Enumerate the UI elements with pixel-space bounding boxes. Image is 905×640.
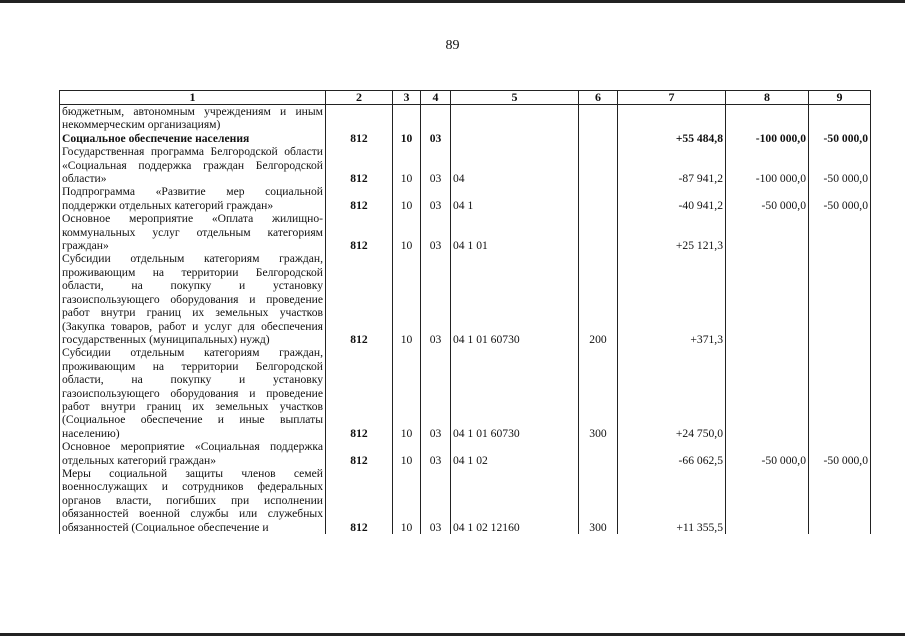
header-col-2: 2 [326,91,393,105]
row-expense-type: 200 [579,252,618,346]
row-name: бюджетным, автономным учреждениям и иным некоммерческим организациям) [60,105,326,132]
row-razdel: 10 [393,440,421,467]
row-value-col7: +371,3 [618,252,726,346]
row-value-col8: -50 000,0 [726,185,809,212]
row-grbs [326,105,393,132]
row-expense-type [579,185,618,212]
row-grbs: 812 [326,185,393,212]
row-podrazdel: 03 [421,440,451,467]
row-razdel: 10 [393,145,421,185]
table-row [60,212,871,252]
row-grbs: 812 [326,212,393,252]
row-expense-type [579,105,618,132]
table-row [60,346,871,440]
row-razdel: 10 [393,212,421,252]
header-col-7: 7 [618,91,726,105]
row-podrazdel: 03 [421,346,451,440]
row-grbs: 812 [326,145,393,185]
row-value-col9 [809,105,871,132]
header-col-5: 5 [451,91,579,105]
row-value-col9 [809,346,871,440]
row-razdel: 10 [393,185,421,212]
row-name: Основное мероприятие «Оплата жилищно-коммунальных услуг отдельным категориям граждан» [60,212,326,252]
row-target-article: 04 1 [451,185,579,212]
row-podrazdel: 03 [421,212,451,252]
table-row [60,145,871,185]
header-col-9: 9 [809,91,871,105]
table-row [60,252,871,346]
top-border-line [0,0,905,3]
row-razdel: 10 [393,252,421,346]
row-expense-type [579,132,618,145]
row-value-col7: -40 941,2 [618,185,726,212]
row-grbs: 812 [326,440,393,467]
row-target-article: 04 1 02 12160 [451,467,579,534]
row-podrazdel: 03 [421,467,451,534]
budget-table [59,90,871,534]
table-row [60,185,871,212]
row-value-col9 [809,212,871,252]
header-col-6: 6 [579,91,618,105]
row-value-col8: -50 000,0 [726,440,809,467]
row-target-article: 04 [451,145,579,185]
row-podrazdel: 03 [421,185,451,212]
row-expense-type [579,145,618,185]
row-value-col8 [726,105,809,132]
row-razdel: 10 [393,346,421,440]
row-name: Подпрограмма «Развитие мер социальной поддержки отдельных категорий граждан» [60,185,326,212]
row-value-col9: -50 000,0 [809,132,871,145]
row-razdel: 10 [393,132,421,145]
row-value-col7: -66 062,5 [618,440,726,467]
row-value-col7: +25 121,3 [618,212,726,252]
row-grbs: 812 [326,346,393,440]
table-row [60,467,871,534]
row-value-col7: +55 484,8 [618,132,726,145]
row-name: Государственная программа Белгородской области «Социальная поддержка граждан Белгородской области» [60,145,326,185]
header-col-8: 8 [726,91,809,105]
row-target-article: 04 1 01 60730 [451,346,579,440]
table-row [60,132,871,145]
row-podrazdel: 03 [421,145,451,185]
row-grbs: 812 [326,252,393,346]
row-name: Основное мероприятие «Социальная поддержка отдельных категорий граждан» [60,440,326,467]
row-target-article [451,105,579,132]
row-value-col8 [726,346,809,440]
row-expense-type [579,440,618,467]
row-value-col9: -50 000,0 [809,440,871,467]
row-podrazdel [421,105,451,132]
row-value-col8 [726,467,809,534]
bottom-border-line [0,633,905,636]
row-podrazdel: 03 [421,252,451,346]
row-value-col9 [809,252,871,346]
row-value-col8: -100 000,0 [726,145,809,185]
table-header-row [60,91,871,105]
header-col-1: 1 [60,91,326,105]
row-value-col7: -87 941,2 [618,145,726,185]
page-number: 89 [445,38,460,53]
table-row [60,440,871,467]
row-name: Субсидии отдельным категориям граждан, проживающим на территории Белгородской области, на покупку и установку газоиспользующего оборудования и проведение работ внутри границ их земельных участков (Закупка товаров, работ и услуг для обеспечения государственных (муниципальных) нужд) [60,252,326,346]
row-name: Социальное обеспечение населения [60,132,326,145]
row-expense-type [579,212,618,252]
row-value-col7: +24 750,0 [618,346,726,440]
row-name: Меры социальной защиты членов семей военнослужащих и сотрудников федеральных органов власти, погибших при исполнении обязанностей военной службы или служебных обязанностей (Социальное обеспечение и [60,467,326,534]
row-target-article [451,132,579,145]
row-grbs: 812 [326,132,393,145]
header-col-3: 3 [393,91,421,105]
row-target-article: 04 1 01 60730 [451,252,579,346]
row-value-col7: +11 355,5 [618,467,726,534]
row-expense-type: 300 [579,346,618,440]
row-podrazdel: 03 [421,132,451,145]
row-value-col8: -100 000,0 [726,132,809,145]
row-grbs: 812 [326,467,393,534]
row-value-col8 [726,252,809,346]
row-value-col9 [809,467,871,534]
row-name: Субсидии отдельным категориям граждан, проживающим на территории Белгородской области, на покупку и установку газоиспользующего оборудования и проведение работ внутри границ их земельных участков (Социальное обеспечение и иные выплаты населению) [60,346,326,440]
row-razdel [393,105,421,132]
table-row [60,105,871,132]
header-col-4: 4 [421,91,451,105]
row-expense-type: 300 [579,467,618,534]
row-value-col9: -50 000,0 [809,185,871,212]
row-target-article: 04 1 01 [451,212,579,252]
row-value-col8 [726,212,809,252]
row-value-col9: -50 000,0 [809,145,871,185]
row-razdel: 10 [393,467,421,534]
row-value-col7 [618,105,726,132]
row-target-article: 04 1 02 [451,440,579,467]
